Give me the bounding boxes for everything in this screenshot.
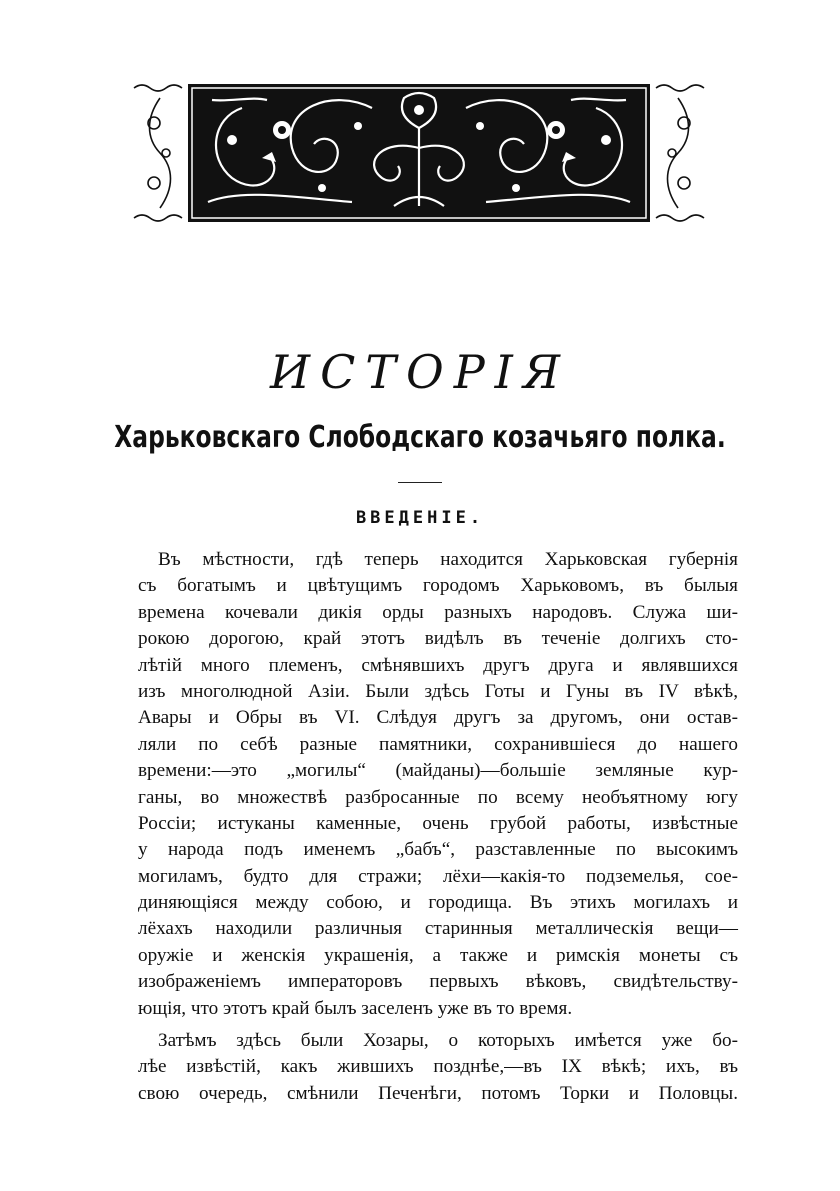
text-line: лёхахъ находили различныя старинныя металлическія вещи— (138, 918, 738, 940)
ornamental-headpiece (132, 78, 706, 228)
text-line: времена кочевали дикія орды разныхъ народовъ. Служа ши- (138, 601, 738, 623)
page-title: ИСТОРІЯ (270, 345, 570, 399)
text-line: Затѣмъ здѣсь были Хозары, о которыхъ имѣется уже бо- (158, 1030, 738, 1052)
text-line: времени:—это „могилы“ (майданы)—большіе земляные кур- (138, 760, 738, 782)
text-line: ляли по себѣ разные памятники, сохранившіеся до нашего (138, 733, 738, 755)
text-line: рокою дорогою, край этотъ видѣлъ въ теченіе долгихъ сто- (138, 628, 738, 650)
text-line: свою очередь, смѣнили Печенѣги, потомъ Торки и Половцы. (138, 1082, 738, 1104)
text-line: изъ многолюдной Азіи. Были здѣсь Готы и Гуны въ IV вѣкѣ, (138, 680, 738, 702)
text-line: ющія, что этотъ край былъ заселенъ уже въ то время. (138, 997, 573, 1019)
text-line: ганы, во множествѣ разбросанные по всему необъятному югу (138, 786, 738, 808)
text-line: Въ мѣстности, гдѣ теперь находится Харьковская губернія (158, 549, 738, 570)
text-line: изображеніемъ императоровъ первыхъ вѣковъ, свидѣтельству- (138, 971, 738, 993)
text-line: оружіе и женскія украшенія, а также и римскія монеты съ (138, 944, 738, 966)
text-line: у народа подъ именемъ „бабъ“, разставленные по высокимъ (138, 839, 738, 861)
section-heading: ВВЕДЕНІЕ. (355, 508, 485, 528)
text-line: лѣе извѣстій, какъ жившихъ позднѣе,—въ IX вѣкѣ; ихъ, въ (138, 1056, 738, 1078)
title-divider (398, 482, 442, 483)
text-line: диняющіяся между собою, и городища. Въ этихъ могилахъ и (138, 892, 738, 914)
text-line: Россіи; истуканы каменные, очень грубой работы, извѣстные (138, 812, 738, 834)
paragraph (138, 1028, 738, 1107)
text-line: могиламъ, будто для стражи; лёхи—какія-то подземелья, сое- (138, 865, 738, 887)
text-line: лѣтій много племенъ, смѣнявшихъ другъ друга и являвшихся (138, 654, 738, 676)
body-text (138, 547, 738, 1107)
text-line: Авары и Обры въ VI. Слѣдуя другъ за другомъ, они остав- (138, 707, 738, 729)
paragraph (138, 547, 738, 1022)
text-line: съ богатымъ и цвѣтущимъ городомъ Харьковомъ, въ былыя (138, 575, 738, 597)
page-subtitle: Харьковскаго Слободскаго козачьяго полка. (114, 420, 726, 455)
